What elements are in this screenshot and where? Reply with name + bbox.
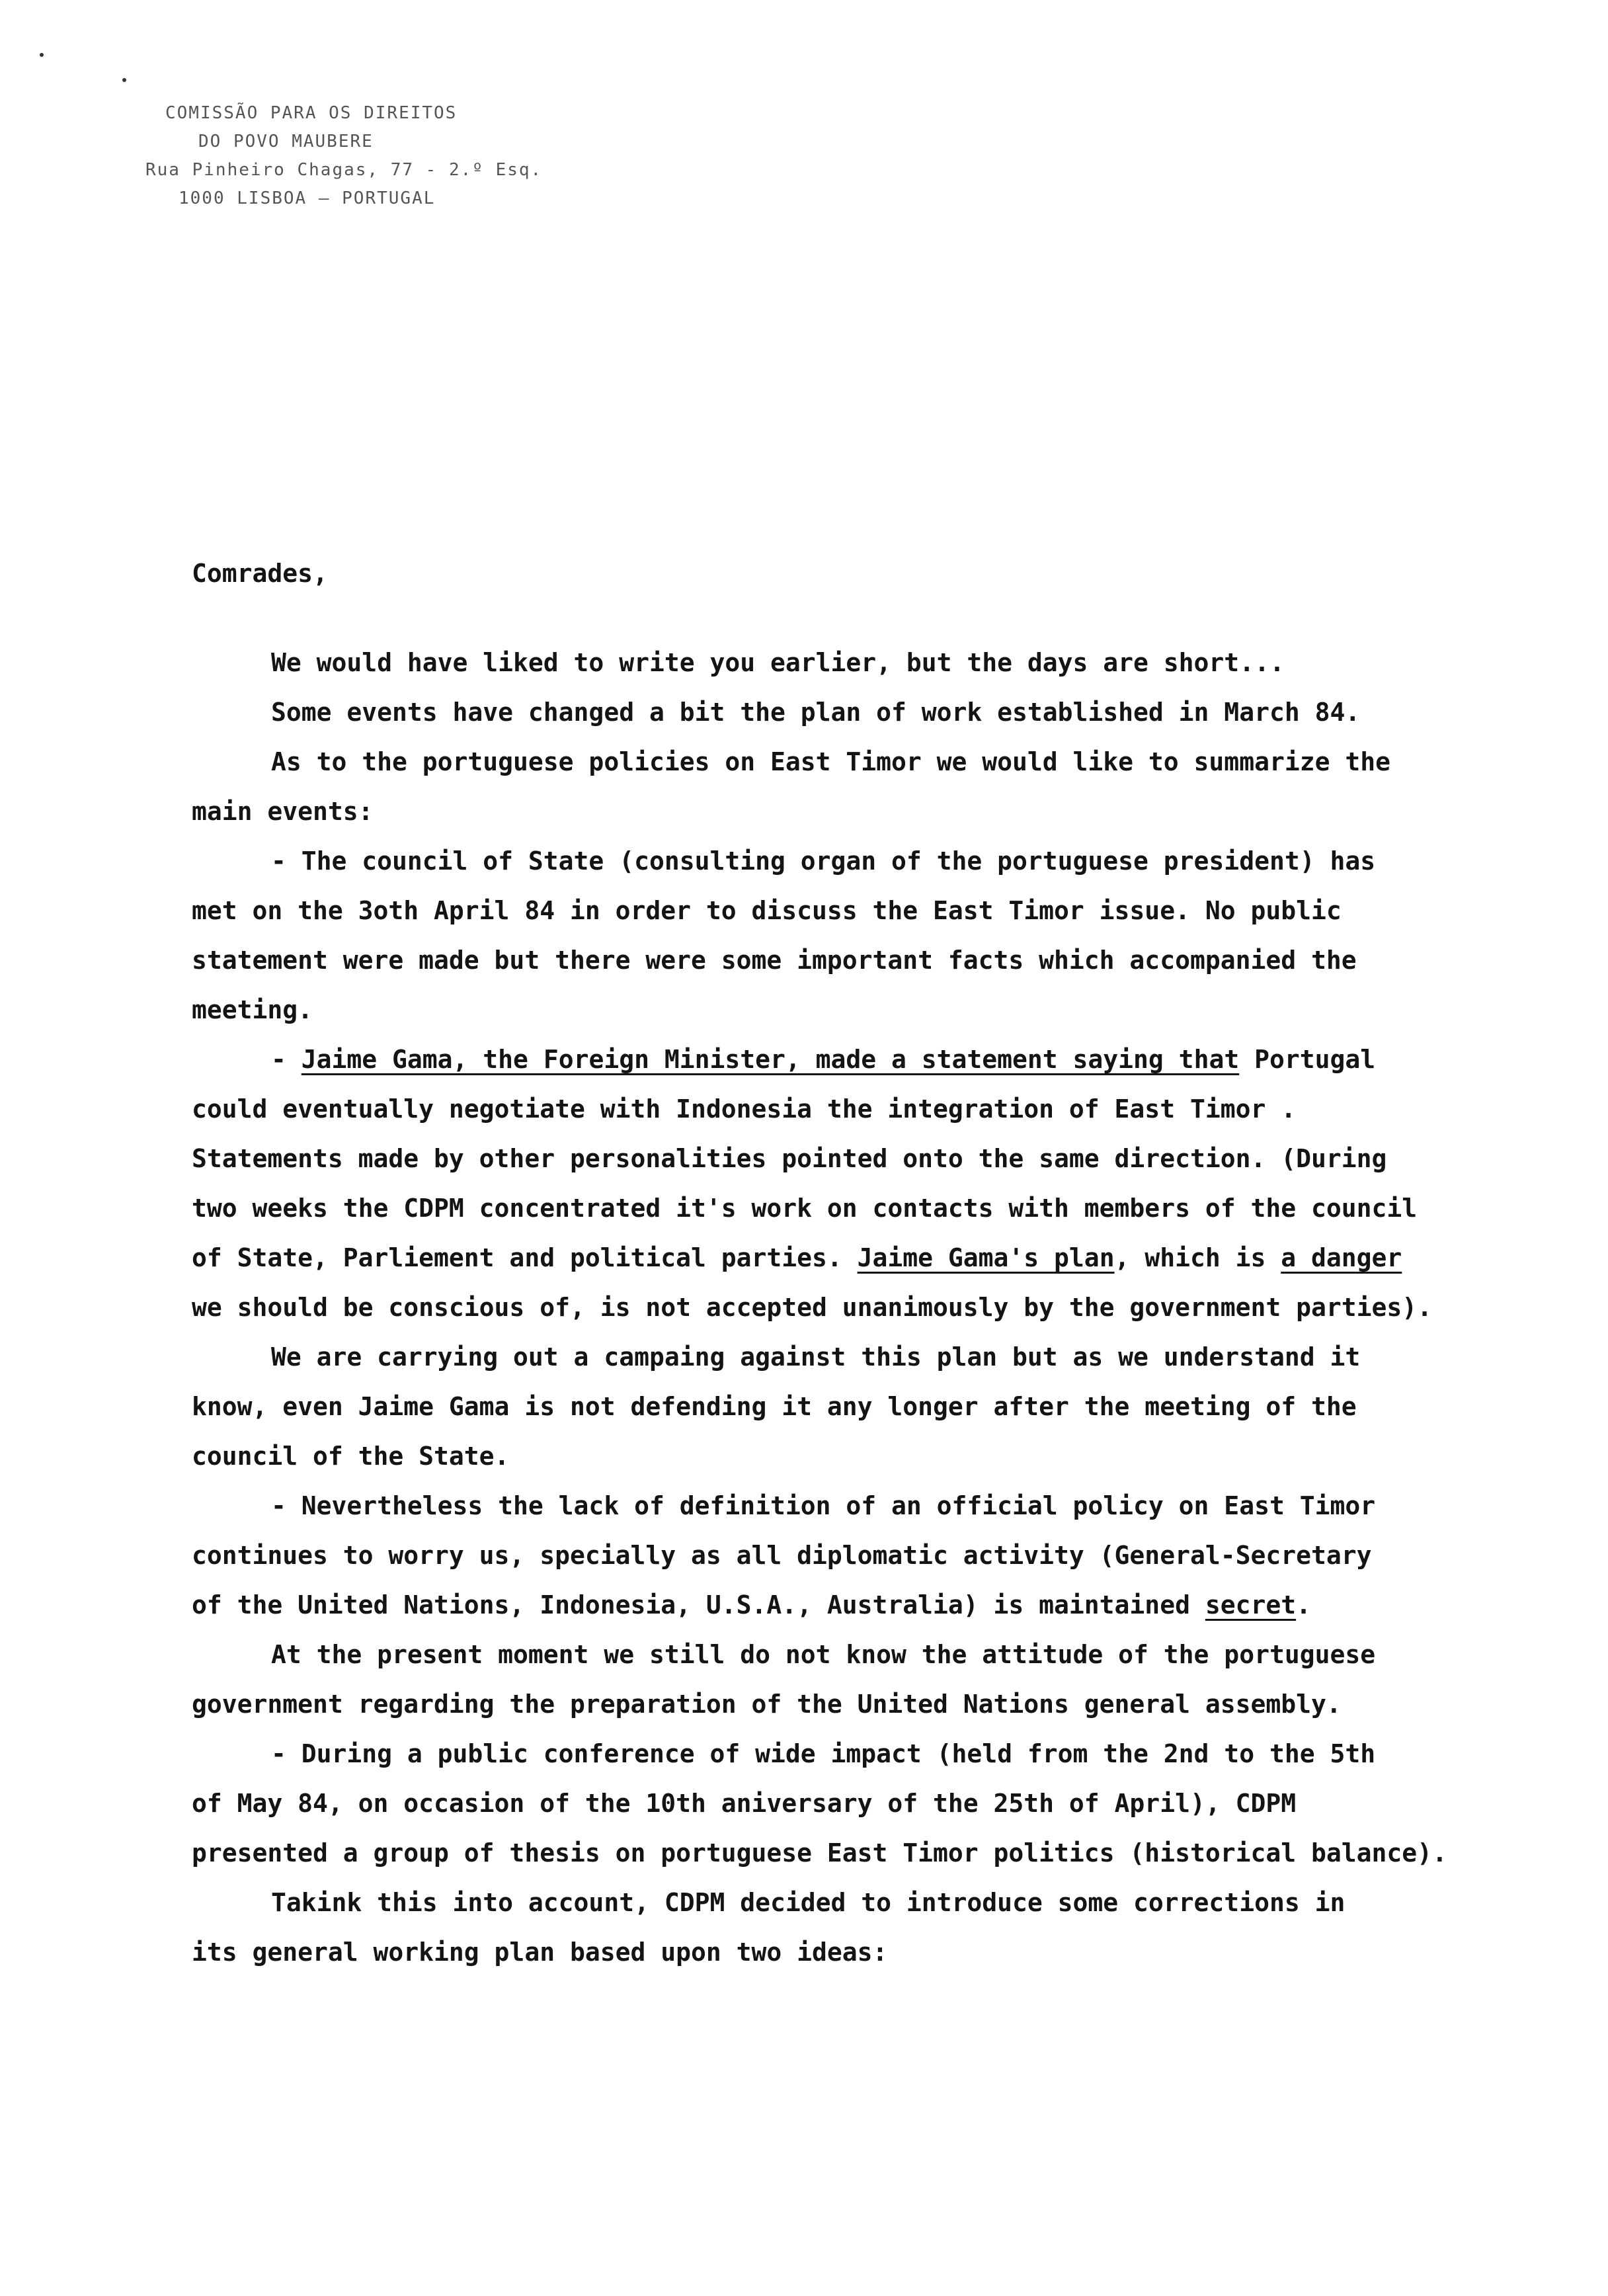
paragraph-line: presented a group of thesis on portuguese East Timor politics (historical balance). bbox=[192, 1838, 1447, 1867]
paragraph-line: At the present moment we still do not know the attitude of the portuguese bbox=[271, 1640, 1376, 1669]
letter-body bbox=[192, 549, 1580, 1977]
letterhead-city: 1000 LISBOA — PORTUGAL bbox=[179, 188, 436, 208]
paragraph-line: Statements made by other personalities pointed onto the same direction. (During bbox=[192, 1144, 1387, 1173]
paragraph-line: we should be conscious of, is not accepted unanimously by the government parties). bbox=[192, 1293, 1432, 1322]
paragraph-line: main events: bbox=[192, 797, 374, 826]
text-run: of the United Nations, Indonesia, U.S.A., Australia) is maintained bbox=[192, 1590, 1205, 1620]
paragraph-line: know, even Jaime Gama is not defending it any longer after the meeting of the bbox=[192, 1392, 1357, 1421]
paragraph-line: statement were made but there were some important facts which accompanied the bbox=[192, 946, 1357, 975]
paragraph-line: Takink this into account, CDPM decided to introduce some corrections in bbox=[271, 1888, 1346, 1917]
letterhead-address: Rua Pinheiro Chagas, 77 - 2.º Esq. bbox=[145, 160, 543, 180]
underlined-text: secret bbox=[1205, 1590, 1297, 1620]
paragraph-line: government regarding the preparation of the United Nations general assembly. bbox=[192, 1690, 1342, 1719]
paragraph-line: As to the portuguese policies on East Timor we would like to summarize the bbox=[271, 747, 1390, 776]
paragraph-line: met on the 3oth April 84 in order to discuss the East Timor issue. No public bbox=[192, 896, 1342, 925]
underlined-text: Jaime Gama, the Foreign Minister, made a statement saying that bbox=[301, 1045, 1240, 1074]
underlined-text: a danger bbox=[1281, 1243, 1402, 1272]
paper-speck bbox=[40, 53, 44, 57]
paragraph-line: - Nevertheless the lack of definition of an official policy on East Timor bbox=[271, 1491, 1376, 1520]
paragraph-line bbox=[192, 1233, 1580, 1283]
paragraph-line: its general working plan based upon two ideas: bbox=[192, 1938, 888, 1967]
paragraph-line: We are carrying out a campaing against this plan but as we understand it bbox=[271, 1342, 1361, 1372]
paper-speck bbox=[122, 78, 126, 82]
paragraph-line: We would have liked to write you earlier, but the days are short... bbox=[271, 648, 1285, 677]
text-run: of State, Parliement and political parties. bbox=[192, 1243, 858, 1272]
text-run: , which is bbox=[1114, 1243, 1281, 1272]
paragraph-line bbox=[192, 1035, 1580, 1085]
paragraph-line: two weeks the CDPM concentrated it's work on contacts with members of the council bbox=[192, 1194, 1418, 1223]
letterhead-stamp bbox=[132, 99, 543, 213]
paragraph-line: of May 84, on occasion of the 10th aniversary of the 25th of April), CDPM bbox=[192, 1789, 1297, 1818]
letterhead-line: COMISSÃO PARA OS DIREITOS bbox=[165, 103, 458, 123]
paragraph-line: meeting. bbox=[192, 995, 313, 1024]
paragraph-line bbox=[192, 1580, 1580, 1630]
paragraph-line: Some events have changed a bit the plan of work established in March 84. bbox=[271, 698, 1361, 727]
letterhead-line: DO POVO MAUBERE bbox=[198, 132, 374, 151]
paragraph-line: continues to worry us, specially as all diplomatic activity (General-Secretary bbox=[192, 1541, 1372, 1570]
underlined-text: Jaime Gama's plan bbox=[857, 1243, 1115, 1272]
paragraph-line: - During a public conference of wide impact (held from the 2nd to the 5th bbox=[271, 1739, 1376, 1768]
text-run: . bbox=[1296, 1590, 1311, 1620]
paragraph-line: council of the State. bbox=[192, 1442, 510, 1471]
text-run: Portugal bbox=[1239, 1045, 1376, 1074]
salutation: Comrades, bbox=[192, 559, 328, 588]
text-run: - bbox=[271, 1045, 302, 1074]
paragraph-line: - The council of State (consulting organ of the portuguese president) has bbox=[271, 846, 1376, 876]
paragraph-line: could eventually negotiate with Indonesia the integration of East Timor . bbox=[192, 1094, 1297, 1124]
